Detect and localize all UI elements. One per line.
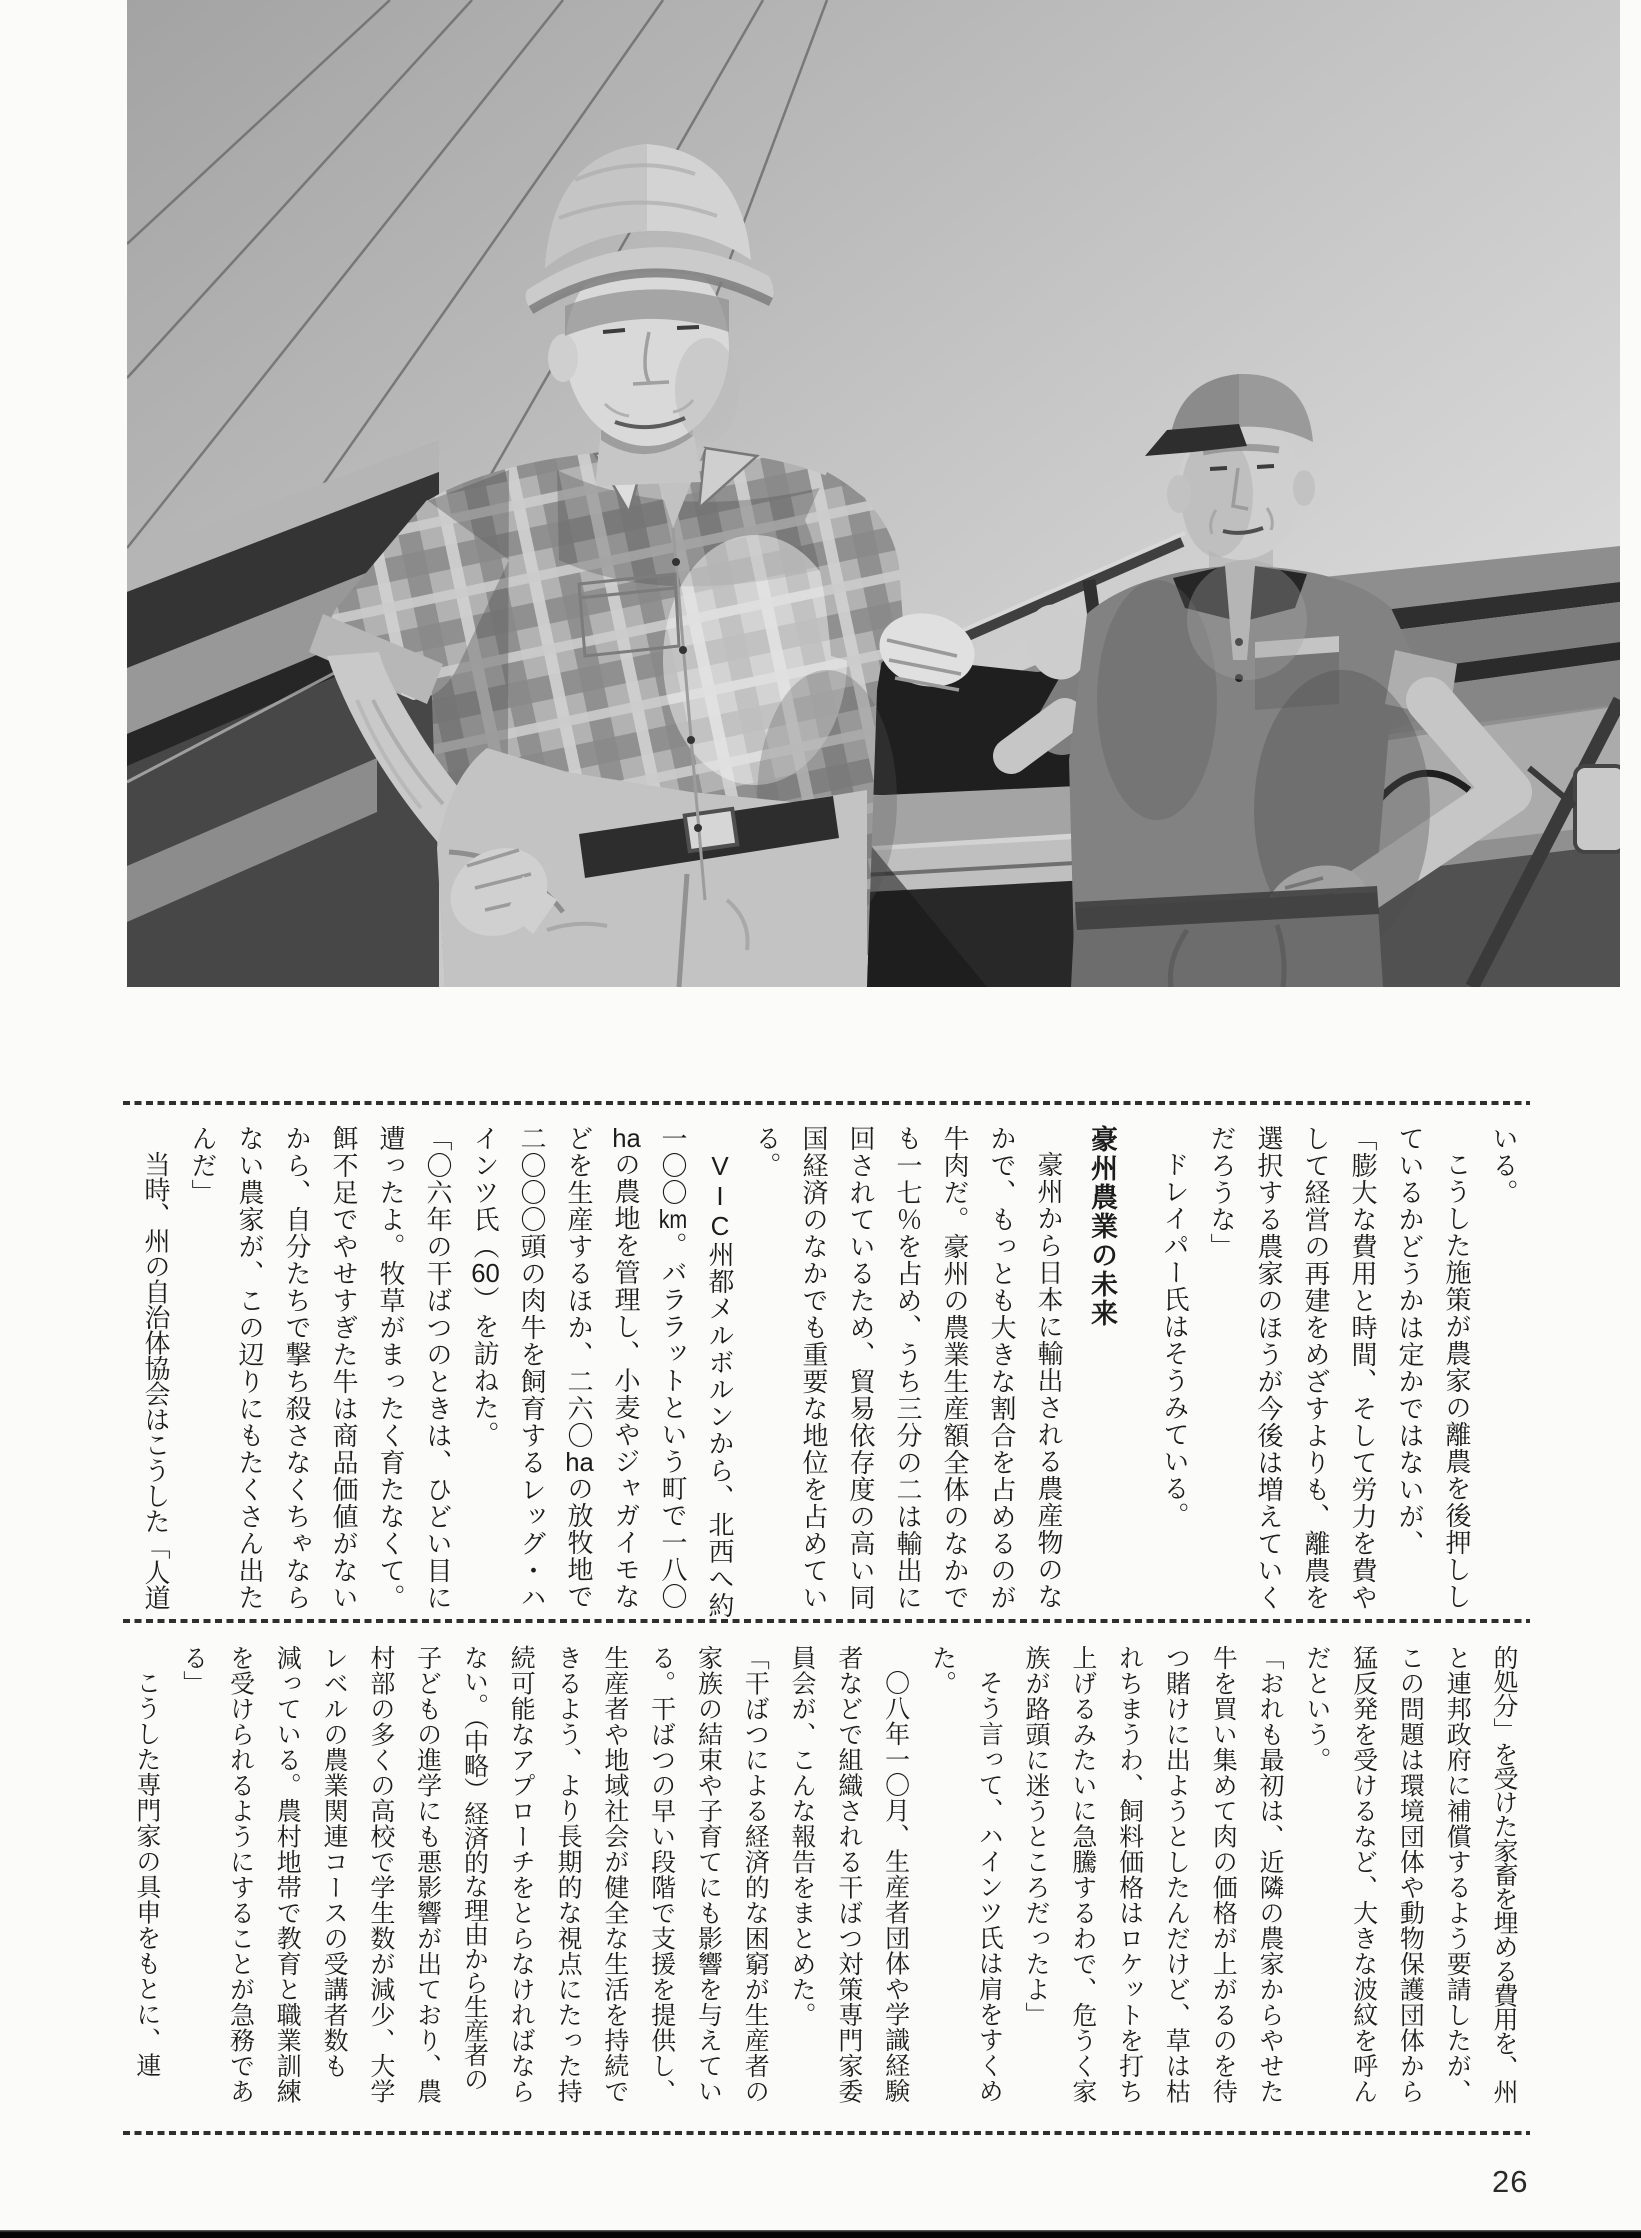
text-column: かで、もっとも大きな割合を占めるのが (987, 1125, 1017, 1611)
text-column: 〇八年一〇月、生産者団体や学識経験 (881, 1670, 910, 2104)
text-column: どを生産するほか、二六〇haの放牧地で (564, 1125, 594, 1610)
text-column: ない農家が、この辺りにもたくさん出た (235, 1125, 265, 1611)
dotted-separator-bottom (123, 2131, 1530, 2135)
text-column: 続可能なアプローチをとらなければなら (507, 1645, 536, 2104)
dotted-separator-top (123, 1101, 1530, 1105)
text-column: を受けられるようにすることが急務であ (226, 1645, 255, 2104)
text-column: 国経済のなかでも重要な地位を占めてい (799, 1125, 829, 1611)
text-column: 餌不足でやせすぎた牛は商品価値がない (329, 1125, 359, 1611)
text-column: ているかどうかは定かではないが、 (1395, 1125, 1425, 1557)
text-column: れちまうわ、飼料価格はロケットを打ち (1115, 1645, 1144, 2104)
text-column: る」 (179, 1645, 208, 1696)
text-column: と連邦政府に補償するよう要請したが、 (1443, 1645, 1472, 2104)
text-column: 「干ばつによる経済的な困窮が生産者の (741, 1645, 770, 2104)
text-column: 「〇六年の干ばつのときは、ひどい目に (423, 1125, 453, 1611)
text-column: この問題は環境団体や動物保護団体から (1396, 1645, 1425, 2104)
text-column: 二〇〇〇頭の肉牛を飼育するレッグ・ハ (517, 1125, 547, 1611)
text-column: インツ氏（60）を訪ねた。 (470, 1125, 500, 1448)
text-column: 族が路頭に迷うところだったよ」 (1022, 1645, 1051, 2028)
text-column: た。 (928, 1645, 957, 1696)
text-column: 生産者や地域社会が健全な生活を持続で (600, 1645, 629, 2104)
text-column: も一七％を占め、うち三分の二は輸出に (893, 1125, 923, 1611)
text-column: haの農地を管理し、小麦やジャガイモな (611, 1125, 641, 1610)
text-column: 選択する農家のほうが今後は増えていく (1254, 1125, 1284, 1611)
text-column: 回されているため、貿易依存度の高い同 (846, 1125, 876, 1611)
text-column: 猛反発を受けるなど、大きな波紋を呼ん (1349, 1645, 1378, 2104)
page-number: 26 (1492, 2164, 1529, 2199)
section-heading: 豪州農業の未来 (1087, 1125, 1117, 1328)
text-column: きるよう、より長期的な視点にたった持 (554, 1645, 583, 2104)
text-column: 一〇〇km。バララットという町で一八〇 (658, 1125, 688, 1610)
photo-two-farmers (127, 0, 1620, 987)
text-column: 「膨大な費用と時間、そして労力を費や (1348, 1125, 1378, 1611)
text-block-1 (123, 1125, 1527, 1617)
text-column: いる。 (1489, 1125, 1519, 1206)
text-column: 家族の結束や子育てにも影響を与えてい (694, 1645, 723, 2104)
text-column: して経営の再建をめざすよりも、離農を (1301, 1125, 1331, 1611)
text-column: 牛を買い集めて肉の価格が上がるのを待 (1209, 1645, 1238, 2104)
text-column: こうした施策が農家の離農を後押しし (1442, 1151, 1472, 1610)
text-column: 牛肉だ。豪州の農業生産額全体のなかで (940, 1125, 970, 1611)
text-column: 村部の多くの高校で学生数が減少、大学 (366, 1645, 395, 2104)
scan-edge-bar (0, 2230, 1641, 2238)
text-column: 当時、州の自治体協会はこうした「人道 (141, 1151, 171, 1610)
text-column: 豪州から日本に輸出される農産物のな (1034, 1151, 1064, 1610)
text-column: から、自分たちで撃ち殺さなくちゃなら (282, 1125, 312, 1611)
text-column: る。干ばつの早い段階で支援を提供し、 (647, 1645, 676, 2104)
text-column: 者などで組織される干ばつ対策専門家委 (834, 1645, 863, 2104)
text-column: 上げるみたいに急騰するわで、危うく家 (1068, 1645, 1097, 2104)
text-column: レベルの農業関連コースの受講者数も (320, 1645, 349, 2079)
text-column: VIC州都メルボルンから、北西へ約 (705, 1151, 735, 1619)
text-column: 遭ったよ。牧草がまったく育たなくて。 (376, 1125, 406, 1611)
text-column: だという。 (1302, 1645, 1331, 1773)
text-column: 減っている。農村地帯で教育と職業訓練 (273, 1645, 302, 2104)
text-column: んだ」 (188, 1125, 218, 1206)
text-column: 員会が、こんな報告をまとめた。 (788, 1645, 817, 2028)
text-column: そう言って、ハインツ氏は肩をすくめ (975, 1670, 1004, 2104)
text-column: だろうな」 (1207, 1125, 1237, 1260)
text-block-2 (123, 1645, 1527, 2123)
text-column: 子どもの進学にも悪影響が出ており、農 (413, 1645, 442, 2104)
text-column: つ賭けに出ようとしたんだけど、草は枯 (1162, 1645, 1191, 2104)
text-column: 的処分」を受けた家畜を埋める費用を、州 (1490, 1645, 1518, 2103)
text-column: 「おれも最初は、近隣の農家からやせた (1256, 1645, 1285, 2104)
text-column: る。 (752, 1125, 782, 1179)
text-column: ドレイパー氏はそうみている。 (1160, 1151, 1190, 1529)
dotted-separator-middle (123, 1619, 1530, 1623)
text-column: ない。（中略）経済的な理由から生産者の (460, 1645, 489, 2091)
text-column: こうした専門家の具申をもとに、連 (132, 1670, 161, 2078)
